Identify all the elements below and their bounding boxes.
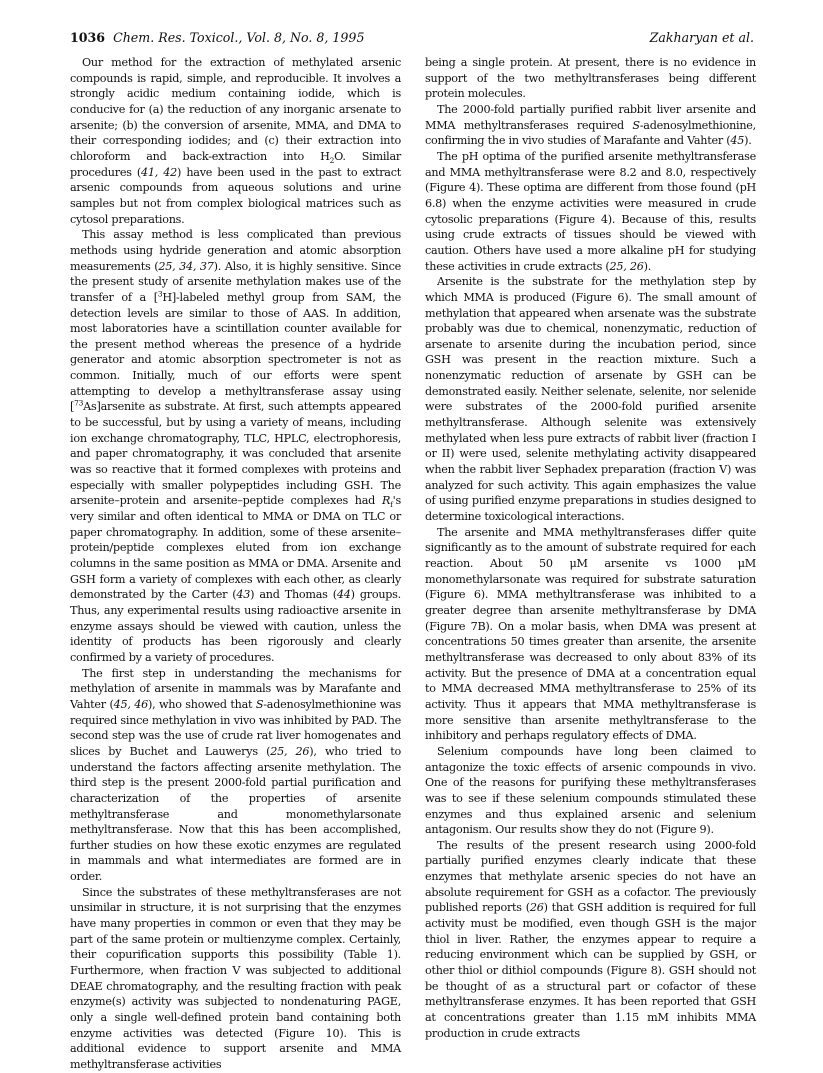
text-run: ) that GSH addition is required for full activity must be modified, even though GSH is the major thiol in liver. Rather, the enzymes appear to require a reducing environment which can be supplied by GSH, or other thiol or dithiol compounds (Figure 8). GSH should not be thought of as a structural part or cofactor of these methyltransferase enzymes. It has been reported that GSH at concentrations greater than 1.15 mM inhibits MMA production in crude extracts	[425, 901, 757, 1040]
text-run: ) groups. Thus, any experimental results using radioactive arsenite in enzyme assays should be viewed with caution, unless the identity of products has been rigorously and clearly confirmed by a variety of procedures.	[70, 588, 401, 664]
text-run: 25, 26	[609, 259, 644, 273]
text-run: ).	[643, 259, 652, 273]
text-run: 25, 26	[270, 744, 310, 758]
text-run: S	[255, 697, 264, 711]
body-paragraph	[70, 666, 401, 885]
text-run: 44	[336, 588, 351, 602]
right-text-column	[425, 55, 756, 1041]
text-run: 41, 42	[141, 165, 178, 179]
text-run: ), who tried to understand the factors affecting arsenite methylation. The third step is the present 2000-fold partial purification and characterization of the properties of arsenite methyltransferase and monomethylarsonate methyltransferase. Now that this has been accomplished, further studies on how these exotic enzymes are regulated in mammals and what intermediates are formed are in order.	[70, 744, 401, 884]
text-run: Arsenite is the substrate for the methylation step by which MMA is produced (Figure 6). The small amount of methylation that appeared when arsenate was the substrate probably was due to chemical, nonenzymatic, reduction of arsenate to arsenite during the incubation period, since GSH was present in the reaction mixture. Such a nonenzymatic reduction of arsenate by GSH can be demonstrated easily. Neither selenate, selenite, nor selenide were substrates of the 2000-fold purified arsenite methyltransferase. Although selenite was extensively methylated when less pure extracts of rabbit liver (fraction I or II) were used, selenite methylating activity disappeared when the rabbit liver Sephadex preparation (fraction V) was analyzed for such activity. This again emphasizes the value of using purified enzyme preparations in studies designed to determine toxicological interactions.	[425, 275, 756, 524]
text-run: The first step in understanding the mechanisms for methylation of arsenite in mammals was by Marafante and Vahter (	[70, 666, 401, 711]
text-run: As]arsenite as substrate. At first, such attempts appeared to be successful, but by using a variety of means, including ion exchange chromatography, TLC, HPLC, electrophoresis, and paper chromatography, it was concluded that arsenite was so reactive that it formed complexes with proteins and especially with smaller polypeptides including GSH. The arsenite–protein and arsenite–peptide complexes had	[70, 400, 401, 508]
text-run: O. Similar procedures (	[70, 149, 402, 179]
text-run: ) have been used in the past to extract arsenic compounds from aqueous solutions and urine samples but not from complex biological matrices such as cytosol preparations.	[70, 165, 401, 226]
text-run: 45	[730, 134, 745, 148]
body-paragraph	[425, 149, 756, 274]
text-run: S	[632, 118, 640, 132]
text-run: 's very similar and often identical to MMA or DMA on TLC or paper chromatography. In addition, some of these arsenite–protein/peptide complexes eluted from ion exchange columns in the same position as MMA or DMA. Arsenite and GSH form a variety of complexes with each other, as clearly demonstrated by the Carter (	[70, 494, 401, 602]
body-paragraph	[70, 227, 401, 665]
running-header	[70, 28, 754, 48]
text-run: This assay method is less complicated than previous methods using hydride generation and atomic absorption measurements (	[70, 228, 401, 273]
body-paragraph	[70, 885, 401, 1073]
text-run: R	[381, 494, 391, 508]
text-run: -adenosylmethionine was required since methylation in vivo was inhibited by PAD. The second step was the use of crude rat liver homogenates and slices by Buchet and Lauwerys (	[70, 697, 401, 758]
header-left	[70, 28, 364, 48]
text-run: 2	[329, 156, 335, 166]
body-paragraph	[425, 274, 756, 525]
text-run: ) and Thomas (	[250, 588, 337, 602]
text-run: being a single protein. At present, there is no evidence in support of the two methyltransferases being different protein molecules.	[425, 56, 756, 101]
page-number: 1036	[70, 30, 106, 45]
text-run: 45, 46	[113, 697, 148, 711]
body-paragraph	[70, 55, 401, 227]
text-run: ).	[744, 134, 752, 148]
text-run: 3	[157, 289, 163, 299]
text-run: 25, 34, 37	[158, 259, 214, 273]
text-run: ). Also, it is highly sensitive. Since the present study of arsenite methylation makes use of the transfer of a [	[70, 259, 401, 304]
text-run: H]-labeled methyl group from SAM, the detection levels are similar to those of AAS. In addition, most laboratories have a scintillation counter available for the present method whereas the presence of a hydride generator and atomic absorption spectrometer is not as common. Initially, much of our efforts were spent attempting to develop a methyltransferase assay using [	[70, 290, 401, 414]
text-run: Since the substrates of these methyltransferases are not unsimilar in structure, it is not surprising that the enzymes have many properties in common or even that they may be part of the same protein or multienzyme complex. Certainly, their copurification supports this possibility (Table 1). Furthermore, when fraction V was subjected to additional DEAE chromatography, and the resulting fraction with peak enzyme(s) activity was subjected to nondenaturing PAGE, only a single well-defined protein band containing both enzyme activities was detected (Figure 10). This is additional evidence to support arsenite and MMA methyltransferase activities	[70, 885, 401, 1071]
body-paragraph	[425, 102, 756, 149]
text-run: The results of the present research using 2000-fold partially purified enzymes clearly indicate that these enzymes that methylate arsenic species do not have an absolute requirement for GSH as a cofactor. The previously published reports (	[425, 838, 756, 915]
journal-citation: Chem. Res. Toxicol., Vol. 8, No. 8, 1995	[113, 30, 365, 45]
text-run: ), who showed that	[147, 697, 256, 711]
text-run: The arsenite and MMA methyltransferases differ quite significantly as to the amount of substrate required for each reaction. About 50 μM arsenite vs 1000 μM monomethylarsonate was required for substrate saturation (Figure 6). MMA methyltransferase was inhibited to a greater degree than arsenite methyltransferase by DMA (Figure 7B). On a molar basis, when DMA was present at concentrations 50 times greater than arsenite, the arsenite methyltransferase was decreased to only about 83% of its activity. But the presence of DMA at a concentration equal to MMA decreased MMA methyltransferase to 25% of its activity. Thus it appears that MMA methyltransferase is more sensitive than arsenite methyltransferase to the inhibitory and perhaps regulatory effects of DMA.	[425, 525, 756, 743]
text-run: The pH optima of the purified arsenite methyltransferase and MMA methyltransferase were 8.2 and 8.0, respectively (Figure 4). These optima are different from those found (pH 6.8) when the enzyme activities were measured in crude cytosolic preparations (Figure 4). Because of this, results using crude extracts of tissues should be viewed with caution. Others have used a more alkaline pH for studying these activities in crude extracts (	[425, 149, 756, 273]
text-run: 73	[74, 398, 84, 408]
body-paragraph	[425, 525, 756, 744]
text-run: f	[390, 500, 393, 510]
text-run: The 2000-fold partially purified rabbit liver arsenite and MMA methyltransferases required	[425, 102, 756, 132]
left-text-column	[70, 55, 401, 1073]
text-run: -adenosylmethionine, confirming the in vivo studies of Marafante and Vahter (	[425, 118, 756, 148]
body-paragraph	[425, 744, 756, 838]
body-paragraph	[425, 55, 756, 102]
author-running-head: Zakharyan et al.	[649, 30, 754, 45]
text-run: 26	[529, 901, 544, 915]
text-run: 43	[236, 588, 251, 602]
body-paragraph	[425, 838, 756, 1042]
text-run: Selenium compounds have long been claimed to antagonize the toxic effects of arsenic compounds in vivo. One of the reasons for purifying these methyltransferases was to see if these selenium compounds stimulated these enzymes and thus explained arsenic and selenium antagonism. Our results show they do not (Figure 9).	[425, 744, 756, 837]
text-run: Our method for the extraction of methylated arsenic compounds is rapid, simple, and reproducible. It involves a strongly acidic medium containing iodide, which is conducive for (a) the reduction of any inorganic arsenate to arsenite; (b) the conversion of arsenite, MMA, and DMA to their corresponding iodides; and (c) their extraction into chloroform and back-extraction into H	[70, 56, 401, 163]
